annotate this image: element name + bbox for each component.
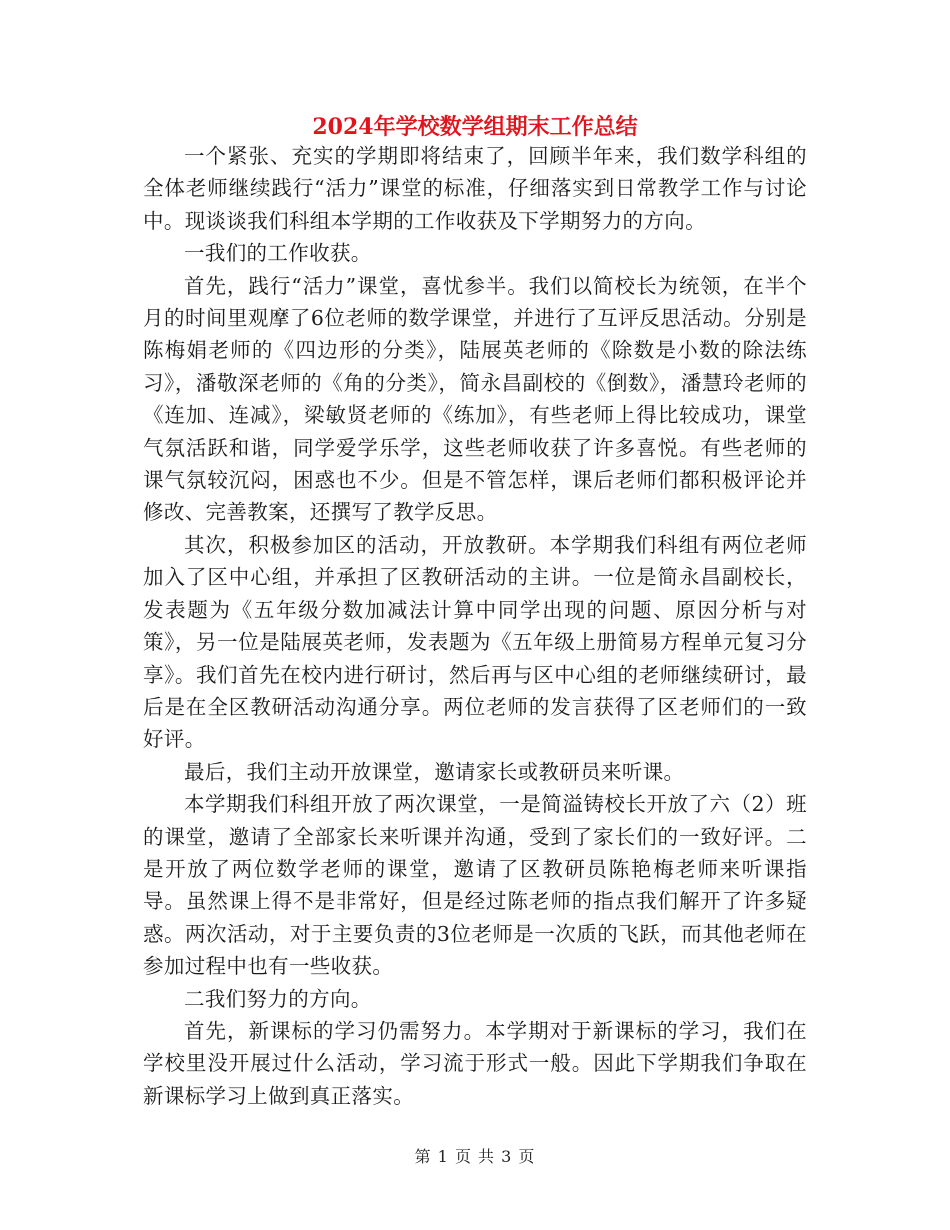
paragraph-new-curriculum: 首先，新课标的学习仍需努力。本学期对于新课标的学习，我们在学校里没开展过什么活动，学习流于形式一般。因此下学期我们争取在新课标学习上做到真正落实。 [143, 1018, 807, 1108]
paragraph-open-class: 本学期我们科组开放了两次课堂，一是简溢铸校长开放了六（2）班的课堂，邀请了全部家长来听课并沟通，受到了家长们的一致好评。二是开放了两位数学老师的课堂，邀请了区教研员陈艳梅老师来听课指导。虽然课上得不是非常好，但是经过陈老师的指点我们解开了许多疑惑。两次活动，对于主要负责的3位老师是一次质的飞跃，而其他老师在参加过程中也有一些收获。 [143, 792, 807, 979]
section-heading-direction: 二我们努力的方向。 [184, 986, 372, 1011]
section-heading-achievements: 一我们的工作收获。 [184, 241, 372, 266]
paragraph-first-point: 首先，践行“活力”课堂，喜忧参半。我们以简校长为统领，在半个月的时间里观摩了6位老师的数学课堂，并进行了互评反思活动。分别是陈梅娟老师的《四边形的分类》，陆展英老师的《除数是小数的除法练习》，潘敬深老师的《角的分类》，简永昌副校的《倒数》，潘慧玲老师的《连加、连减》，梁敏贤老师的《练加》，有些老师上得比较成功，课堂气氛活跃和谐，同学爱学乐学，这些老师收获了许多喜悦。有些老师的课气氛较沉闷，困惑也不少。但是不管怎样，课后老师们都积极评论并修改、完善教案，还撰写了教学反思。 [143, 273, 807, 525]
paragraph-second-point: 其次，积极参加区的活动，开放教研。本学期我们科组有两位老师加入了区中心组，并承担了区教研活动的主讲。一位是简永昌副校长，发表题为《五年级分数加减法计算中同学出现的问题、原因分析与对策》，另一位是陆展英老师，发表题为《五年级上册简易方程单元复习分享》。我们首先在校内进行研讨，然后再与区中心组的老师继续研讨，最后是在全区教研活动沟通分享。两位老师的发言获得了区老师们的一致好评。 [143, 532, 807, 752]
document-title: 2024年学校数学组期末工作总结 [312, 114, 638, 140]
document-body [143, 140, 807, 1112]
paragraph-third-point: 最后，我们主动开放课堂，邀请家长或教研员来听课。 [184, 759, 685, 784]
paragraph-intro: 一个紧张、充实的学期即将结束了，回顾半年来，我们数学科组的全体老师继续践行“活力”课堂的标准，仔细落实到日常教学工作与讨论中。现谈谈我们科组本学期的工作收获及下学期努力的方向。 [143, 144, 807, 233]
page-number-footer: 第 1 页 共 3 页 [414, 1147, 536, 1166]
